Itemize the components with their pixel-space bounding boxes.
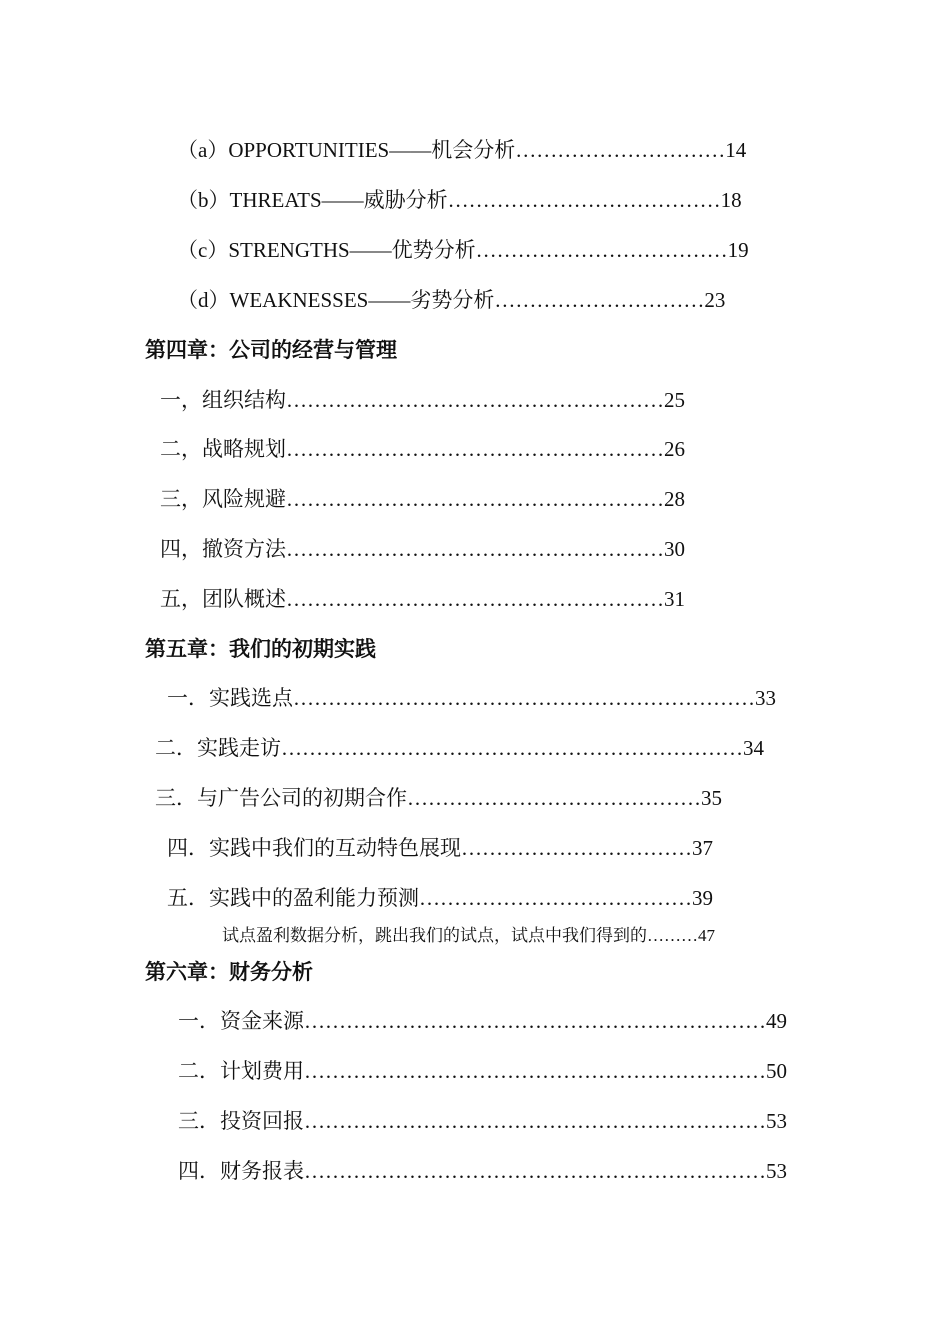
toc-entry-interactive-features: 四．实践中我们的互动特色展现……………………………37 [167,836,713,860]
toc-entry-threats: （b）THREATS——威胁分析…………………………………18 [177,188,742,212]
toc-entry-weaknesses: （d）WEAKNESSES——劣势分析…………………………23 [177,288,726,312]
toc-entry-risk: 三，风险规避………………………………………………28 [160,487,685,511]
toc-entry-funding: 一．资金来源…………………………………………………………49 [178,1009,787,1033]
toc-entry-financial-statements: 四．财务报表…………………………………………………………53 [178,1159,787,1183]
toc-entry-pilot-analysis: 试点盈利数据分析，跳出我们的试点，试点中我们得到的………47 [222,926,715,945]
chapter-6-heading: 第六章：财务分析 [145,960,313,984]
toc-entry-field-visits: 二．实践走访…………………………………………………………34 [155,736,764,760]
toc-entry-team: 五，团队概述………………………………………………31 [160,587,685,611]
toc-entry-site-selection: 一．实践选点…………………………………………………………33 [167,686,776,710]
toc-entry-opportunities: （a）OPPORTUNITIES——机会分析…………………………14 [177,138,747,162]
toc-entry-org-structure: 一，组织结构………………………………………………25 [160,388,685,412]
toc-entry-strategy: 二，战略规划………………………………………………26 [160,437,685,461]
toc-entry-planned-costs: 二．计划费用…………………………………………………………50 [178,1059,787,1083]
chapter-4-heading: 第四章：公司的经营与管理 [145,338,397,362]
toc-entry-profit-forecast: 五．实践中的盈利能力预测…………………………………39 [167,886,713,910]
toc-entry-divestment: 四，撤资方法………………………………………………30 [160,537,685,561]
toc-entry-strengths: （c）STRENGTHS——优势分析………………………………19 [177,238,749,262]
toc-entry-ad-cooperation: 三．与广告公司的初期合作……………………………………35 [155,786,722,810]
chapter-5-heading: 第五章：我们的初期实践 [145,637,376,661]
toc-entry-roi: 三．投资回报…………………………………………………………53 [178,1109,787,1133]
